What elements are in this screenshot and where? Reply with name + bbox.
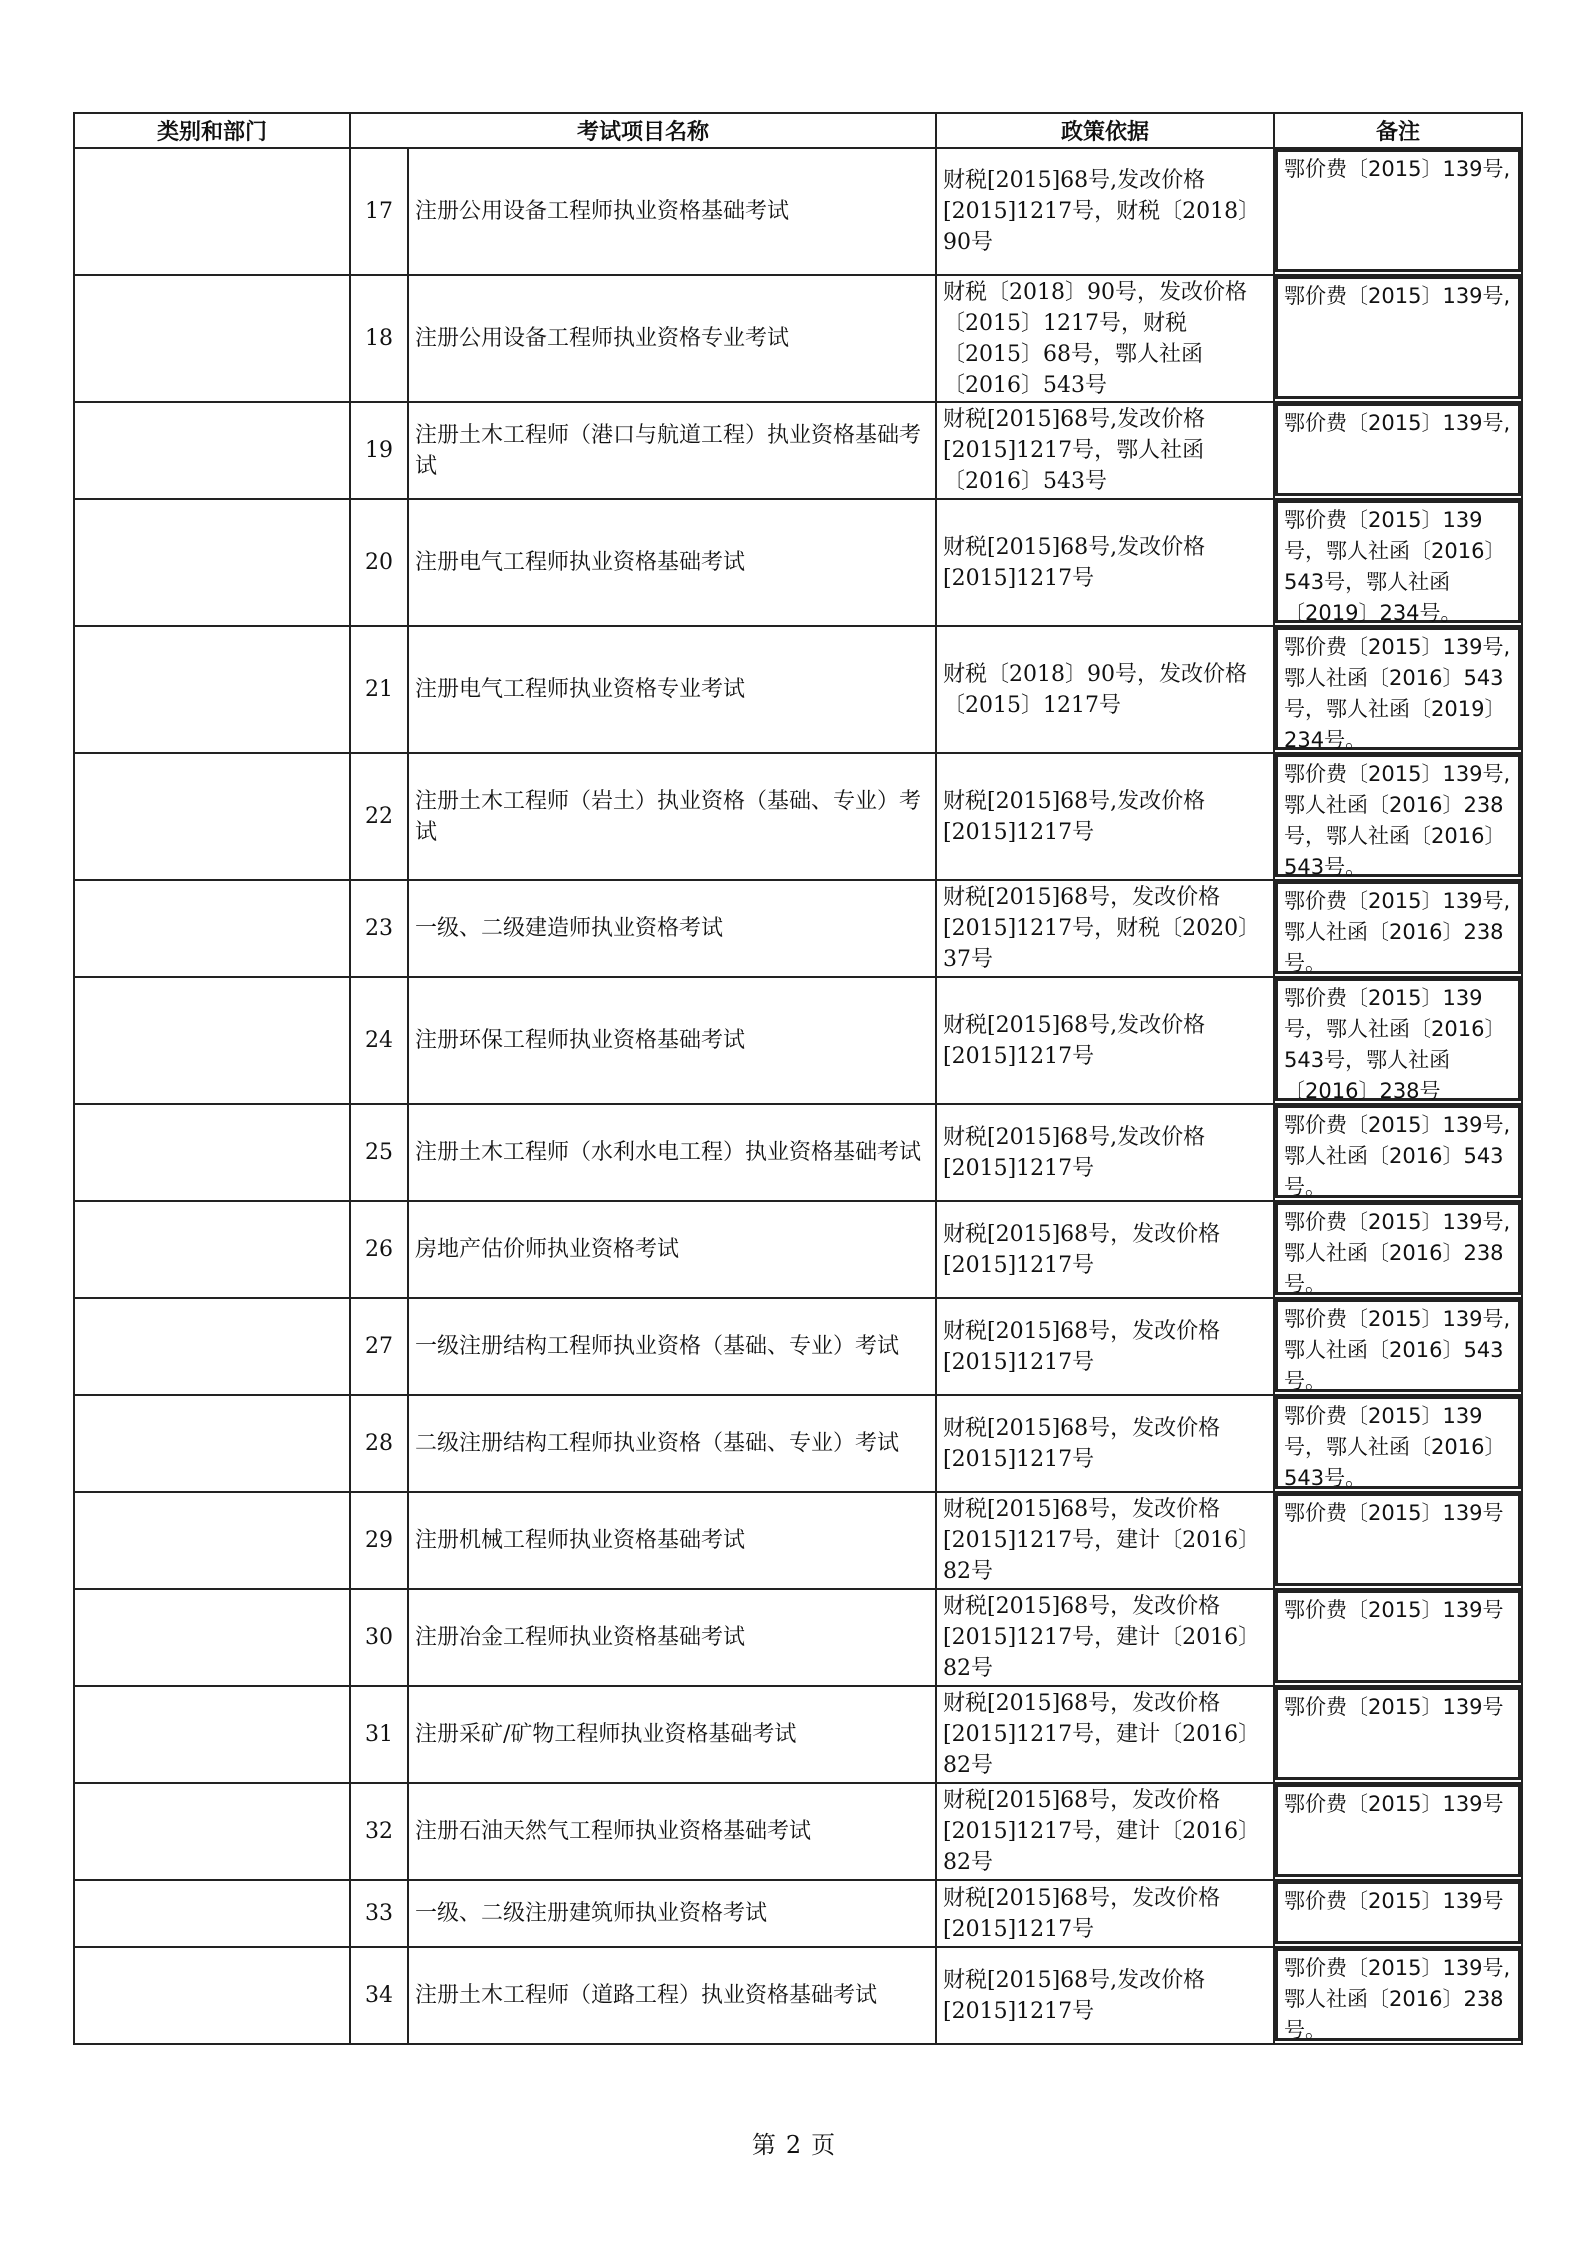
category-cell <box>74 1589 350 1686</box>
row-number: 32 <box>350 1783 408 1880</box>
exam-name-cell: 注册土木工程师（水利水电工程）执业资格基础考试 <box>408 1104 936 1201</box>
policy-cell: 财税[2015]68号，发改价格[2015]1217号，建计〔2016〕82号 <box>936 1589 1274 1686</box>
row-number: 31 <box>350 1686 408 1783</box>
page-suffix: 页 <box>811 2131 836 2159</box>
table-row <box>74 1104 1522 1201</box>
exam-name-cell: 注册土木工程师（道路工程）执业资格基础考试 <box>408 1947 936 2044</box>
policy-cell: 财税[2015]68号，发改价格[2015]1217号，财税〔2020〕37号 <box>936 880 1274 977</box>
note-cell <box>1274 499 1522 626</box>
note-cell <box>1274 1783 1522 1880</box>
exam-name-cell: 注册电气工程师执业资格专业考试 <box>408 626 936 753</box>
row-number: 18 <box>350 275 408 402</box>
note-text: 鄂价费〔2015〕139号,鄂人社函〔2016〕543号。 <box>1275 1105 1521 1198</box>
category-cell <box>74 1492 350 1589</box>
row-number: 19 <box>350 402 408 499</box>
policy-cell: 财税[2015]68号，发改价格[2015]1217号 <box>936 1201 1274 1298</box>
header-category: 类别和部门 <box>74 113 350 148</box>
policy-cell: 财税[2015]68号，发改价格[2015]1217号 <box>936 1298 1274 1395</box>
note-text: 鄂价费〔2015〕139号 <box>1275 1493 1521 1586</box>
page-number: 2 <box>785 2131 802 2159</box>
row-number: 21 <box>350 626 408 753</box>
exam-name-cell: 注册土木工程师（岩土）执业资格（基础、专业）考试 <box>408 753 936 880</box>
table-body <box>74 148 1522 2044</box>
note-text: 鄂价费〔2015〕139号,鄂人社函〔2016〕238号。 <box>1275 881 1521 974</box>
note-text: 鄂价费〔2015〕139号 <box>1275 1590 1521 1683</box>
note-cell <box>1274 1880 1522 1947</box>
note-cell <box>1274 1686 1522 1783</box>
policy-cell: 财税[2015]68号，发改价格[2015]1217号，建计〔2016〕82号 <box>936 1783 1274 1880</box>
table-row <box>74 402 1522 499</box>
exam-name-cell: 注册土木工程师（港口与航道工程）执业资格基础考试 <box>408 402 936 499</box>
note-text: 鄂价费〔2015〕139号,鄂人社函〔2016〕543号。 <box>1275 1299 1521 1392</box>
policy-cell: 财税[2015]68号，发改价格[2015]1217号，建计〔2016〕82号 <box>936 1686 1274 1783</box>
note-cell <box>1274 1104 1522 1201</box>
category-cell <box>74 626 350 753</box>
table-row <box>74 1492 1522 1589</box>
table-row <box>74 1589 1522 1686</box>
policy-cell: 财税[2015]68号,发改价格[2015]1217号 <box>936 499 1274 626</box>
page-footer <box>0 2125 1587 2160</box>
header-exam-name: 考试项目名称 <box>350 113 936 148</box>
note-text: 鄂价费〔2015〕139号,鄂人社函〔2016〕238号。 <box>1275 1948 1521 2041</box>
note-cell <box>1274 1395 1522 1492</box>
note-cell <box>1274 1589 1522 1686</box>
category-cell <box>74 1783 350 1880</box>
table-row <box>74 880 1522 977</box>
row-number: 20 <box>350 499 408 626</box>
row-number: 34 <box>350 1947 408 2044</box>
table-row <box>74 753 1522 880</box>
row-number: 25 <box>350 1104 408 1201</box>
row-number: 33 <box>350 1880 408 1947</box>
note-cell <box>1274 402 1522 499</box>
table-header-row <box>74 113 1522 148</box>
exam-name-cell: 注册冶金工程师执业资格基础考试 <box>408 1589 936 1686</box>
table-row <box>74 1395 1522 1492</box>
exam-name-cell: 二级注册结构工程师执业资格（基础、专业）考试 <box>408 1395 936 1492</box>
category-cell <box>74 402 350 499</box>
category-cell <box>74 753 350 880</box>
policy-cell: 财税[2015]68号,发改价格[2015]1217号 <box>936 1947 1274 2044</box>
note-text: 鄂价费〔2015〕139号,鄂人社函〔2016〕543号，鄂人社函〔2019〕234号。 <box>1275 627 1521 750</box>
category-cell <box>74 1298 350 1395</box>
note-cell <box>1274 1492 1522 1589</box>
category-cell <box>74 1880 350 1947</box>
policy-cell: 财税[2015]68号，发改价格[2015]1217号 <box>936 1395 1274 1492</box>
table-row <box>74 977 1522 1104</box>
note-text: 鄂价费〔2015〕139号 <box>1275 1687 1521 1780</box>
exam-name-cell: 房地产估价师执业资格考试 <box>408 1201 936 1298</box>
policy-cell: 财税[2015]68号,发改价格[2015]1217号 <box>936 1104 1274 1201</box>
policy-cell: 财税[2015]68号,发改价格[2015]1217号，财税〔2018〕90号 <box>936 148 1274 275</box>
note-cell <box>1274 148 1522 275</box>
page-prefix: 第 <box>751 2131 776 2159</box>
table-row <box>74 1947 1522 2044</box>
category-cell <box>74 1947 350 2044</box>
table-row <box>74 626 1522 753</box>
row-number: 26 <box>350 1201 408 1298</box>
note-cell <box>1274 1201 1522 1298</box>
table-row <box>74 1686 1522 1783</box>
table-row <box>74 1201 1522 1298</box>
policy-cell: 财税[2015]68号，发改价格[2015]1217号，建计〔2016〕82号 <box>936 1492 1274 1589</box>
note-cell <box>1274 1947 1522 2044</box>
note-text: 鄂价费〔2015〕139号, <box>1275 276 1521 399</box>
row-number: 17 <box>350 148 408 275</box>
note-cell <box>1274 753 1522 880</box>
table-row <box>74 148 1522 275</box>
exam-name-cell: 注册环保工程师执业资格基础考试 <box>408 977 936 1104</box>
note-cell <box>1274 880 1522 977</box>
category-cell <box>74 1395 350 1492</box>
note-text: 鄂价费〔2015〕139号 <box>1275 1881 1521 1944</box>
note-text: 鄂价费〔2015〕139号, <box>1275 149 1521 272</box>
table-row <box>74 1880 1522 1947</box>
exam-name-cell: 一级、二级注册建筑师执业资格考试 <box>408 1880 936 1947</box>
note-text: 鄂价费〔2015〕139号，鄂人社函〔2016〕543号，鄂人社函〔2019〕234号。 <box>1275 500 1521 623</box>
exam-fee-table <box>73 112 1523 2045</box>
category-cell <box>74 1104 350 1201</box>
policy-cell: 财税〔2018〕90号，发改价格〔2015〕1217号，财税〔2015〕68号，鄂人社函〔2016〕543号 <box>936 275 1274 402</box>
table-row <box>74 275 1522 402</box>
category-cell <box>74 275 350 402</box>
row-number: 29 <box>350 1492 408 1589</box>
policy-cell: 财税[2015]68号,发改价格[2015]1217号 <box>936 977 1274 1104</box>
category-cell <box>74 880 350 977</box>
table-row <box>74 499 1522 626</box>
note-cell <box>1274 1298 1522 1395</box>
note-cell <box>1274 977 1522 1104</box>
note-text: 鄂价费〔2015〕139号，鄂人社函〔2016〕543号，鄂人社函〔2016〕238号 <box>1275 978 1521 1101</box>
note-text: 鄂价费〔2015〕139号 <box>1275 1784 1521 1877</box>
policy-cell: 财税[2015]68号，发改价格[2015]1217号 <box>936 1880 1274 1947</box>
category-cell <box>74 499 350 626</box>
header-policy: 政策依据 <box>936 113 1274 148</box>
exam-name-cell: 注册公用设备工程师执业资格专业考试 <box>408 275 936 402</box>
exam-name-cell: 一级注册结构工程师执业资格（基础、专业）考试 <box>408 1298 936 1395</box>
row-number: 30 <box>350 1589 408 1686</box>
exam-name-cell: 一级、二级建造师执业资格考试 <box>408 880 936 977</box>
note-text: 鄂价费〔2015〕139号，鄂人社函〔2016〕543号。 <box>1275 1396 1521 1489</box>
exam-name-cell: 注册公用设备工程师执业资格基础考试 <box>408 148 936 275</box>
table-row <box>74 1298 1522 1395</box>
category-cell <box>74 1686 350 1783</box>
header-note: 备注 <box>1274 113 1522 148</box>
policy-cell: 财税[2015]68号,发改价格[2015]1217号 <box>936 753 1274 880</box>
note-text: 鄂价费〔2015〕139号, <box>1275 403 1521 496</box>
category-cell <box>74 977 350 1104</box>
note-text: 鄂价费〔2015〕139号,鄂人社函〔2016〕238号，鄂人社函〔2016〕543号。 <box>1275 754 1521 877</box>
table-row <box>74 1783 1522 1880</box>
category-cell <box>74 148 350 275</box>
exam-name-cell: 注册石油天然气工程师执业资格基础考试 <box>408 1783 936 1880</box>
exam-name-cell: 注册机械工程师执业资格基础考试 <box>408 1492 936 1589</box>
row-number: 23 <box>350 880 408 977</box>
fee-table-sheet <box>73 112 1521 2045</box>
row-number: 22 <box>350 753 408 880</box>
note-cell <box>1274 275 1522 402</box>
note-text: 鄂价费〔2015〕139号,鄂人社函〔2016〕238号。 <box>1275 1202 1521 1295</box>
row-number: 24 <box>350 977 408 1104</box>
row-number: 27 <box>350 1298 408 1395</box>
note-cell <box>1274 626 1522 753</box>
policy-cell: 财税〔2018〕90号，发改价格〔2015〕1217号 <box>936 626 1274 753</box>
exam-name-cell: 注册采矿/矿物工程师执业资格基础考试 <box>408 1686 936 1783</box>
row-number: 28 <box>350 1395 408 1492</box>
exam-name-cell: 注册电气工程师执业资格基础考试 <box>408 499 936 626</box>
policy-cell: 财税[2015]68号,发改价格[2015]1217号，鄂人社函〔2016〕543号 <box>936 402 1274 499</box>
category-cell <box>74 1201 350 1298</box>
